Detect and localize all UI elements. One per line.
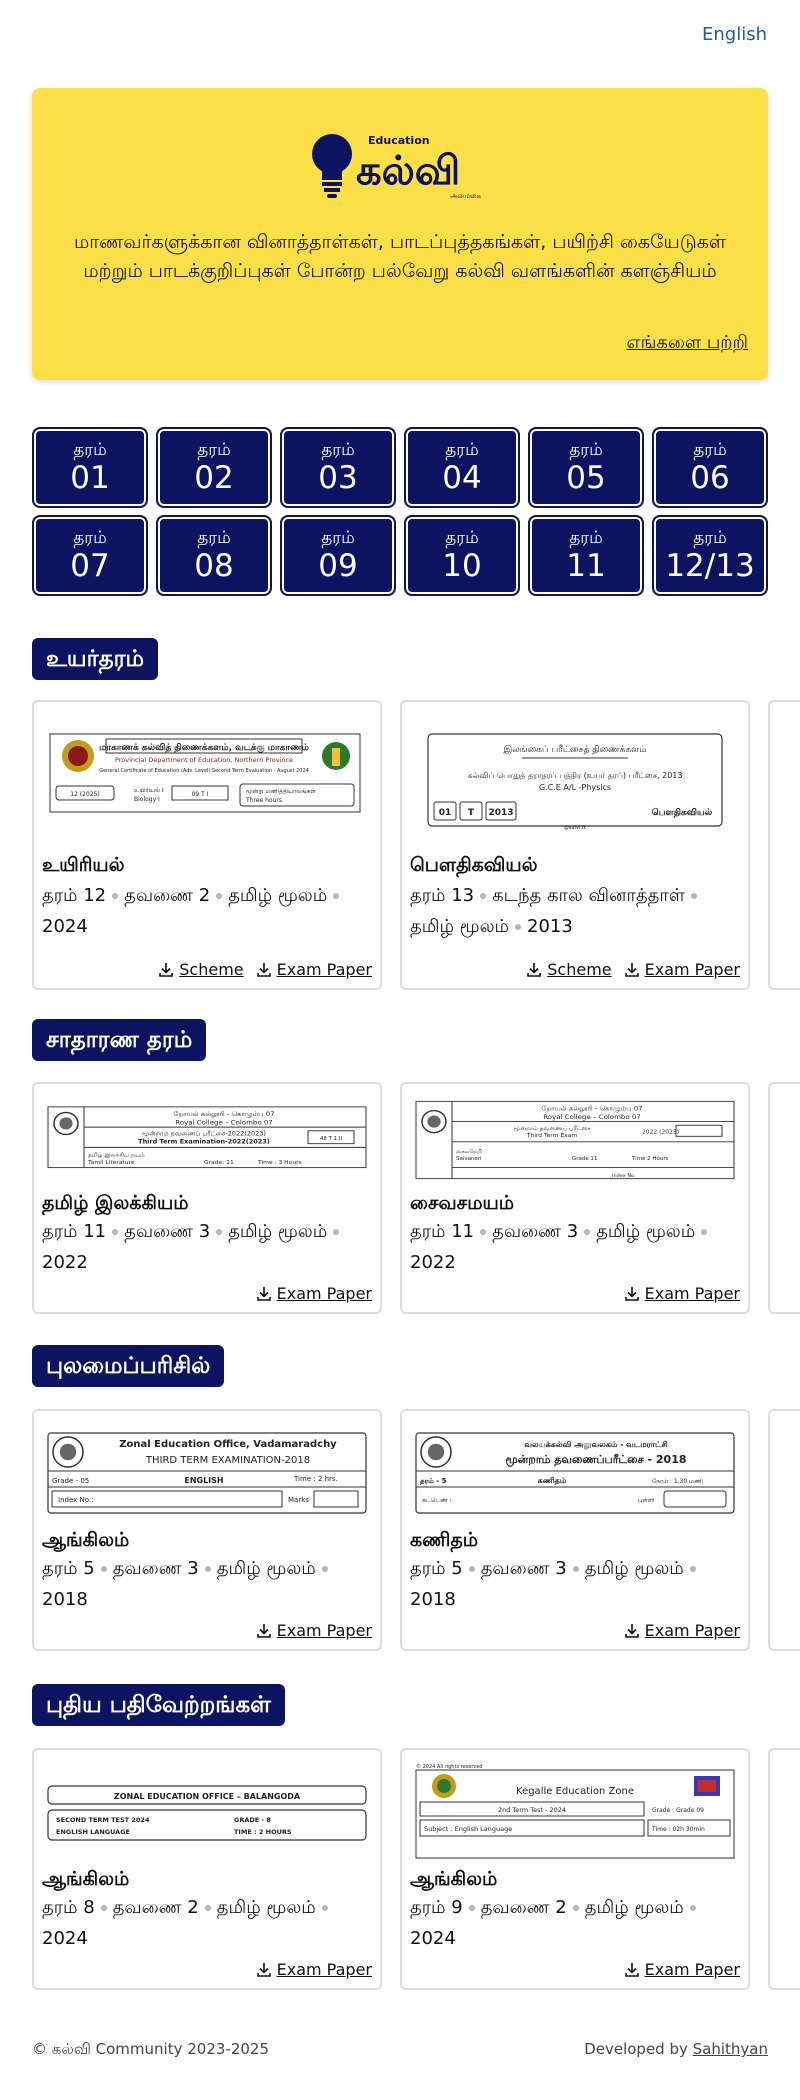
grade-button-06[interactable] xyxy=(652,427,768,508)
developer-credit xyxy=(584,2040,768,2060)
about-us-link[interactable]: எங்களை பற்றி xyxy=(626,332,748,353)
thumb-text: Royal College – Colombo 07 xyxy=(175,1118,273,1127)
thumb-text: புள்ளி xyxy=(638,1497,655,1504)
separator-dot xyxy=(573,1566,579,1572)
meta-item: 2018 xyxy=(42,1589,88,1610)
meta-item: தரம் 9 xyxy=(410,1897,463,1918)
meta-item: தரம் 8 xyxy=(42,1897,95,1918)
download-links xyxy=(624,1621,740,1640)
thumb-text: ENGLISH xyxy=(184,1476,224,1485)
thumb-text: கல்விப் பொதுத் தராதரப் பத்திர (உயர் தரப்) பரீட்சை, 2013 xyxy=(467,771,683,780)
meta-item: தரம் 11 xyxy=(42,1221,107,1242)
meta-item: தரம் 11 xyxy=(410,1221,475,1242)
download-link-label: Exam Paper xyxy=(276,1284,372,1303)
next-card-peek[interactable] xyxy=(768,1409,800,1651)
paper-meta xyxy=(42,1892,362,1954)
thumb-text: Saivaneri xyxy=(456,1156,482,1163)
grade-number: 11 xyxy=(566,547,606,584)
paper-subject: ஆங்கிலம் xyxy=(42,1868,130,1890)
paper-subject: ஆங்கிலம் xyxy=(42,1529,130,1551)
section-title: உயர்தரம் xyxy=(32,638,158,680)
svg-text:கல்வி: கல்வி xyxy=(356,148,461,194)
download-links xyxy=(256,1960,372,1979)
meta-item: தரம் 13 xyxy=(410,885,475,906)
meta-item: 2018 xyxy=(410,1589,456,1610)
meta-item: தமிழ் மூலம் xyxy=(596,1221,696,1242)
meta-item: தவணை 3 xyxy=(480,1558,567,1579)
grade-number: 03 xyxy=(318,459,358,496)
thumb-text: GRADE - 8 xyxy=(234,1816,271,1824)
download-icon xyxy=(256,1623,272,1639)
paper-thumbnail[interactable] xyxy=(44,1421,370,1521)
thumb-text: Time : 02h 30min xyxy=(652,1826,705,1833)
meta-item: தமிழ் மூலம் xyxy=(228,885,328,906)
paper-thumbnail[interactable] xyxy=(412,712,738,840)
grade-number: 12/13 xyxy=(665,547,755,584)
top-bar xyxy=(0,0,800,72)
download-icon xyxy=(256,1962,272,1978)
download-icon xyxy=(624,962,640,978)
separator-dot xyxy=(112,1229,118,1235)
grade-button-09[interactable] xyxy=(280,515,396,596)
download-link-label: Scheme xyxy=(179,960,244,979)
grade-label: தரம் xyxy=(197,527,231,548)
download-link-label: Exam Paper xyxy=(276,960,372,979)
footer xyxy=(32,2040,768,2060)
thumb-text: 2nd Term Test - 2024 xyxy=(497,1806,567,1814)
section-title: சாதாரண தரம் xyxy=(32,1019,206,1061)
card-carousel[interactable] xyxy=(32,1082,800,1314)
paper-subject: உயிரியல் xyxy=(42,854,125,876)
card-carousel[interactable] xyxy=(32,1409,800,1651)
download-icon xyxy=(526,962,542,978)
thumb-text: Royal College – Colombo 07 xyxy=(543,1113,641,1121)
paper-subject: பௌதிகவியல் xyxy=(410,854,538,876)
thumb-text: கணிதம் xyxy=(537,1476,567,1485)
thumb-text: Kegalle Education Zone xyxy=(516,1786,634,1797)
exam-paper-download-link[interactable] xyxy=(256,960,372,979)
separator-dot xyxy=(469,1905,475,1911)
separator-dot xyxy=(322,1566,328,1572)
grade-label: தரம் xyxy=(445,439,479,460)
grade-label: தரம் xyxy=(197,439,231,460)
paper-meta xyxy=(42,1216,362,1278)
grade-button-08[interactable] xyxy=(156,515,272,596)
paper-card[interactable] xyxy=(32,1748,382,1990)
paper-card[interactable] xyxy=(32,700,382,990)
thumb-text: 01 xyxy=(438,808,452,818)
download-icon xyxy=(624,1623,640,1639)
thumb-text: றோயல் கல்லூரி - கொழும்பு 07 xyxy=(541,1104,643,1113)
language-link[interactable]: English xyxy=(702,24,767,45)
kalvi-logo[interactable] xyxy=(310,128,530,206)
grade-button-05[interactable] xyxy=(528,427,644,508)
grade-label: தரம் xyxy=(73,439,107,460)
meta-item: தவணை 3 xyxy=(112,1558,199,1579)
next-card-peek[interactable] xyxy=(768,1082,800,1314)
card-carousel[interactable] xyxy=(32,700,800,990)
separator-dot xyxy=(690,1905,696,1911)
hero-tagline: மாணவர்களுக்கான வினாத்தாள்கள், பாடப்புத்தகங்கள், பயிற்சி கையேடுகள் மற்றும் பாடக்குறிப்புகள் போன்ற பல்வேறு கல்வி வளங்களின் களஞ்சியம் xyxy=(73,231,727,282)
thumb-text: தரம் - 5 xyxy=(420,1477,447,1485)
card-carousel[interactable] xyxy=(32,1748,800,1990)
paper-card[interactable] xyxy=(400,700,750,990)
thumb-text: Third Term Examination-2022(2023) xyxy=(138,1138,270,1146)
grade-number: 05 xyxy=(566,459,606,496)
grade-label: தரம் xyxy=(693,527,727,548)
meta-item: 2024 xyxy=(42,1928,88,1949)
paper-card[interactable] xyxy=(32,1082,382,1314)
developer-link[interactable]: Sahithyan xyxy=(692,2040,768,2058)
meta-item: தமிழ் மூலம் xyxy=(584,1897,684,1918)
grade-label: தரம் xyxy=(569,439,603,460)
download-icon xyxy=(624,1286,640,1302)
download-icon xyxy=(256,962,272,978)
thumb-text: THIRD TERM EXAMINATION-2018 xyxy=(145,1455,311,1466)
grade-number: 10 xyxy=(442,547,482,584)
paper-card[interactable] xyxy=(400,1082,750,1314)
paper-thumbnail[interactable] xyxy=(44,712,370,840)
download-links xyxy=(256,1621,372,1640)
separator-dot xyxy=(701,1229,707,1235)
thumb-text: Zonal Education Office, Vadamaradchy xyxy=(119,1439,337,1450)
meta-item: தவணை 2 xyxy=(124,885,211,906)
thumb-text: Biology I xyxy=(134,796,160,803)
thumb-text: சைவநெறி xyxy=(456,1149,482,1155)
download-link-label: Exam Paper xyxy=(276,1960,372,1979)
meta-item: 2024 xyxy=(42,916,88,937)
thumb-text: Third Term Exam xyxy=(526,1133,578,1140)
thumb-text: மூன்றாம் தவணைப்பரீட்சை - 2018 xyxy=(505,1453,687,1466)
thumb-text: தமிழ் இலக்கிய நயம் xyxy=(88,1152,145,1159)
sri-lanka-emblem-icon xyxy=(432,1774,456,1798)
meta-item: 2024 xyxy=(410,1928,456,1949)
thumb-text: உயிரியல் I xyxy=(134,787,164,794)
thumb-text: General Certificate of Education (Adv. Level) Second Term Evaluation - August 2024 xyxy=(99,768,309,774)
grade-label: தரம் xyxy=(569,527,603,548)
meta-item: தமிழ் மூலம் xyxy=(216,1558,316,1579)
grade-grid xyxy=(32,427,768,596)
meta-item: தவணை 3 xyxy=(124,1221,211,1242)
download-links xyxy=(624,1960,740,1979)
paper-meta xyxy=(42,880,362,942)
thumb-text: @kalvi.lk xyxy=(563,825,587,831)
meta-item: தமிழ் மூலம் xyxy=(216,1897,316,1918)
paper-meta xyxy=(410,880,730,942)
meta-item: தரம் 5 xyxy=(410,1558,463,1579)
download-link-label: Exam Paper xyxy=(644,960,740,979)
grade-button-04[interactable] xyxy=(404,427,520,508)
thumb-text: Tamil Literature xyxy=(88,1160,135,1166)
meta-item: தவணை 2 xyxy=(480,1897,567,1918)
lightbulb-icon xyxy=(310,128,530,206)
thumb-text: 2013 xyxy=(488,808,514,818)
meta-item: தரம் 12 xyxy=(42,885,107,906)
crest-icon xyxy=(421,1437,451,1467)
grade-label: தரம் xyxy=(445,527,479,548)
paper-thumbnail[interactable] xyxy=(44,1094,370,1186)
thumb-text: Index No.: xyxy=(58,1496,94,1504)
exam-paper-download-link[interactable] xyxy=(256,1621,372,1640)
paper-subject: சைவசமயம் xyxy=(410,1192,515,1214)
grade-button-10[interactable] xyxy=(404,515,520,596)
meta-item: தவணை 3 xyxy=(492,1221,579,1242)
thumb-text: 12 (2025) xyxy=(70,791,100,798)
thumb-text: Time : 2 hrs. xyxy=(294,1475,338,1483)
grade-label: தரம் xyxy=(73,527,107,548)
crest-icon xyxy=(422,1111,446,1133)
download-links xyxy=(158,960,372,979)
paper-card[interactable] xyxy=(400,1409,750,1651)
download-link-label: Exam Paper xyxy=(644,1621,740,1640)
meta-item: கடந்த கால வினாத்தாள் xyxy=(492,885,685,906)
grade-number: 04 xyxy=(442,459,482,496)
paper-card[interactable] xyxy=(32,1409,382,1651)
thumb-text: சுட்டெண் : xyxy=(422,1497,452,1504)
download-link-label: Scheme xyxy=(547,960,612,979)
thumb-text: Subject : English Language xyxy=(424,1825,513,1833)
svg-text:அமைகை: அமைகை xyxy=(450,192,482,200)
thumb-text: SECOND TERM TEST 2024 xyxy=(56,1816,150,1824)
meta-item: 2022 xyxy=(42,1252,88,1273)
download-icon xyxy=(624,1962,640,1978)
section-title: புதிய பதிவேற்றங்கள் xyxy=(32,1684,285,1726)
developed-by-label: Developed by xyxy=(584,2040,688,2058)
scheme-download-link[interactable] xyxy=(158,960,243,979)
thumb-text: மாகாணக் கல்வித் திணைக்களம், வடக்கு மாகாணம் xyxy=(99,743,309,753)
download-icon xyxy=(256,1286,272,1302)
meta-item: தமிழ் மூலம் xyxy=(584,1558,684,1579)
separator-dot xyxy=(333,893,339,899)
thumb-text: மூன்று மணித்தியாலங்கள் xyxy=(246,788,316,795)
copyright-text: © கல்வி Community 2023-2025 xyxy=(32,2040,269,2058)
exam-paper-download-link[interactable] xyxy=(624,960,740,979)
separator-dot xyxy=(584,1229,590,1235)
grade-button-01[interactable] xyxy=(32,427,148,508)
crest-icon xyxy=(54,1112,78,1134)
paper-thumbnail[interactable] xyxy=(412,1094,738,1186)
hero-banner xyxy=(32,88,768,380)
paper-subject: ஆங்கிலம் xyxy=(410,1868,498,1890)
grade-number: 09 xyxy=(318,547,358,584)
download-link-label: Exam Paper xyxy=(276,1621,372,1640)
thumb-text: TIME : 2 HOURS xyxy=(234,1828,292,1836)
grade-number: 01 xyxy=(70,459,110,496)
separator-dot xyxy=(480,893,486,899)
school-logo-icon xyxy=(694,1776,720,1796)
thumb-text: ENGLISH LANGUAGE xyxy=(56,1828,130,1836)
paper-thumbnail[interactable] xyxy=(44,1760,370,1860)
grade-button-11[interactable] xyxy=(528,515,644,596)
separator-dot xyxy=(216,1229,222,1235)
thumb-text: ZONAL EDUCATION OFFICE – BALANGODA xyxy=(113,1792,301,1801)
paper-thumbnail[interactable] xyxy=(412,1760,738,1860)
separator-dot xyxy=(216,893,222,899)
crest-icon xyxy=(53,1437,83,1467)
paper-meta xyxy=(42,1553,362,1615)
grade-button-02[interactable] xyxy=(156,427,272,508)
sri-lanka-emblem-icon xyxy=(62,740,94,772)
thumb-text: G.C.E A/L -Physics xyxy=(538,783,612,792)
meta-item: தமிழ் மூலம் xyxy=(410,916,510,937)
thumb-text: Marks xyxy=(288,1496,309,1504)
separator-dot xyxy=(515,924,521,930)
separator-dot xyxy=(691,893,697,899)
separator-dot xyxy=(690,1566,696,1572)
thumb-text: Provincial Department of Education, Northern Province xyxy=(114,756,294,764)
grade-number: 02 xyxy=(194,459,234,496)
download-links xyxy=(256,1284,372,1303)
thumb-text: Grade 11 xyxy=(572,1156,598,1163)
thumb-text: Three hours xyxy=(246,797,282,804)
thumb-text: நேரம் : 1.30 மணி xyxy=(652,1478,703,1485)
thumb-text: வலயக்கல்வி அலுவலகம் - வடமராட்சி xyxy=(524,1440,668,1449)
thumb-text: © 2024 All rights reserved xyxy=(416,1764,483,1770)
meta-item: தமிழ் மூலம் xyxy=(228,1221,328,1242)
grade-button-07[interactable] xyxy=(32,515,148,596)
separator-dot xyxy=(333,1229,339,1235)
thumb-text: பௌதிகவியல் xyxy=(651,808,713,818)
separator-dot xyxy=(101,1905,107,1911)
paper-meta xyxy=(410,1892,730,1954)
download-links xyxy=(526,960,740,979)
grade-button-03[interactable] xyxy=(280,427,396,508)
grade-number: 06 xyxy=(690,459,730,496)
svg-text:Education: Education xyxy=(368,134,430,147)
exam-paper-download-link[interactable] xyxy=(624,1960,740,1979)
download-links xyxy=(624,1284,740,1303)
meta-item: 2022 xyxy=(410,1252,456,1273)
thumb-text: Time 2 Hours xyxy=(632,1156,669,1163)
paper-subject: கணிதம் xyxy=(410,1529,479,1551)
separator-dot xyxy=(469,1566,475,1572)
paper-thumbnail[interactable] xyxy=(412,1421,738,1521)
grade-label: தரம் xyxy=(693,439,727,460)
meta-item: தரம் 5 xyxy=(42,1558,95,1579)
thumb-text: 2022 (2023) xyxy=(642,1129,680,1136)
thumb-text: Grade : Grade 09 xyxy=(652,1807,704,1814)
grade-label: தரம் xyxy=(321,527,355,548)
thumb-text: 48 T 1,II xyxy=(319,1136,343,1142)
grade-number: 07 xyxy=(70,547,110,584)
separator-dot xyxy=(322,1905,328,1911)
thumb-text: 09 T I xyxy=(191,791,209,798)
meta-item: தவணை 2 xyxy=(112,1897,199,1918)
thumb-text: Grade - 05 xyxy=(52,1477,90,1485)
separator-dot xyxy=(112,893,118,899)
thumb-text: மூன்றாம் தவணைப் பரீட்சை-2022(2023) xyxy=(142,1130,266,1138)
separator-dot xyxy=(205,1566,211,1572)
exam-paper-download-link[interactable] xyxy=(624,1621,740,1640)
thumb-text: Time : 3 Hours xyxy=(258,1160,302,1166)
thumb-text: றோயல் கல்லூரி - கொழும்பு 07 xyxy=(173,1110,275,1118)
separator-dot xyxy=(101,1566,107,1572)
next-card-peek[interactable] xyxy=(768,1748,800,1990)
paper-card[interactable] xyxy=(400,1748,750,1990)
thumb-text: இலங்கைப் பரீட்சைத் திணைக்களம் xyxy=(503,745,647,755)
exam-paper-download-link[interactable] xyxy=(256,1960,372,1979)
thumb-text: Index No. xyxy=(612,1173,636,1179)
thumb-text: Grade: 11 xyxy=(204,1160,234,1166)
grade-number: 08 xyxy=(194,547,234,584)
next-card-peek[interactable] xyxy=(768,700,800,990)
thumb-text: மூன்றாம் தவணைப் பரீட்சை xyxy=(513,1126,591,1132)
grade-label: தரம் xyxy=(321,439,355,460)
section-title: புலமைப்பரிசில் xyxy=(32,1345,224,1387)
download-icon xyxy=(158,962,174,978)
separator-dot xyxy=(205,1905,211,1911)
paper-meta xyxy=(410,1216,730,1278)
flag-icon xyxy=(322,742,350,770)
download-link-label: Exam Paper xyxy=(644,1284,740,1303)
separator-dot xyxy=(480,1229,486,1235)
grade-button-12-13[interactable] xyxy=(652,515,768,596)
separator-dot xyxy=(573,1905,579,1911)
exam-paper-download-link[interactable] xyxy=(624,1284,740,1303)
scheme-download-link[interactable] xyxy=(526,960,611,979)
paper-meta xyxy=(410,1553,730,1615)
download-link-label: Exam Paper xyxy=(644,1960,740,1979)
thumb-text: T xyxy=(467,808,475,818)
meta-item: 2013 xyxy=(527,916,573,937)
exam-paper-download-link[interactable] xyxy=(256,1284,372,1303)
paper-subject: தமிழ் இலக்கியம் xyxy=(42,1192,189,1214)
